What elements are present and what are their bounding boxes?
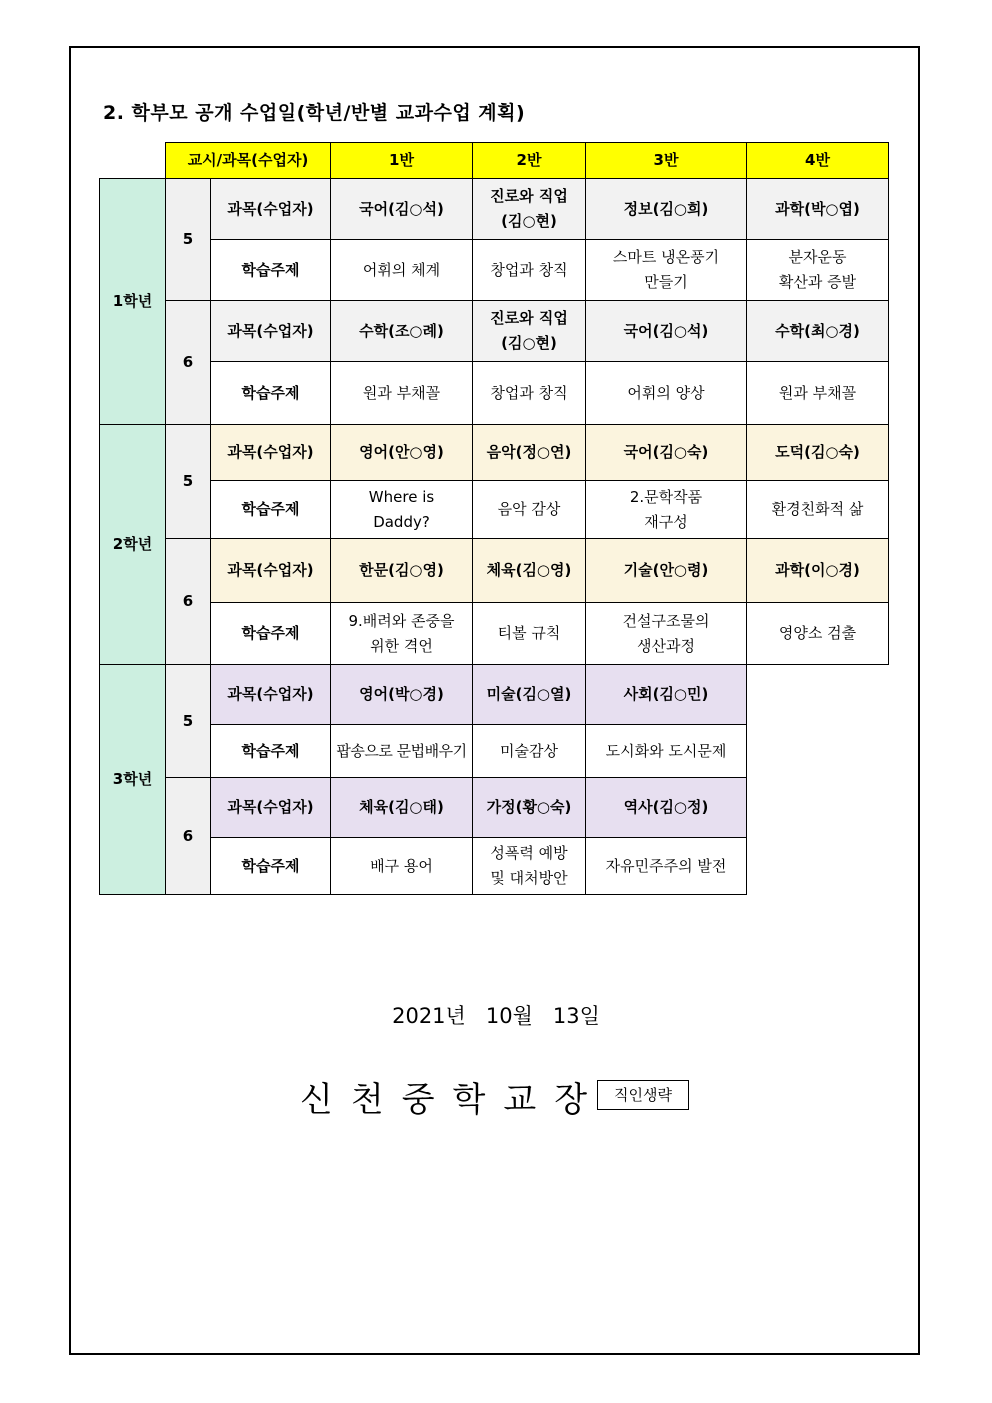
row-label-subject: 과목(수업자) (211, 665, 331, 725)
section-title: 2. 학부모 공개 수업일(학년/반별 교과수업 계획) (103, 102, 526, 124)
learning-topic-cell: 스마트 냉온풍기 만들기 (586, 240, 747, 301)
learning-topic-cell: 창업과 창직 (473, 240, 586, 301)
period-number: 5 (166, 665, 211, 778)
learning-topic-cell: 환경친화적 삶 (747, 481, 889, 539)
subject-row (100, 665, 889, 725)
subject-teacher-cell: 미술(김○열) (473, 665, 586, 725)
topic-row (100, 603, 889, 665)
learning-topic-cell: 도시화와 도시문제 (586, 725, 747, 778)
subject-teacher-cell: 진로와 직업 (김○현) (473, 301, 586, 362)
subject-teacher-cell: 수학(최○경) (747, 301, 889, 362)
subject-teacher-cell: 영어(박○경) (331, 665, 473, 725)
period-number: 5 (166, 179, 211, 301)
header-row (100, 143, 889, 179)
header-corner-label: 교시/과목(수업자) (166, 143, 331, 179)
learning-topic-cell: 어휘의 체계 (331, 240, 473, 301)
learning-topic-cell: 원과 부채꼴 (331, 362, 473, 425)
learning-topic-cell: 음악 감상 (473, 481, 586, 539)
subject-teacher-cell: 과학(이○경) (747, 539, 889, 603)
header-class-2: 2반 (473, 143, 586, 179)
topic-row (100, 362, 889, 425)
row-label-subject: 과목(수업자) (211, 179, 331, 240)
row-label-subject: 과목(수업자) (211, 539, 331, 603)
subject-teacher-cell: 도덕(김○숙) (747, 425, 889, 481)
row-label-subject: 과목(수업자) (211, 425, 331, 481)
subject-row (100, 301, 889, 362)
subject-teacher-cell: 역사(김○정) (586, 778, 747, 838)
subject-teacher-cell: 사회(김○민) (586, 665, 747, 725)
row-label-topic: 학습주제 (211, 240, 331, 301)
row-label-subject: 과목(수업자) (211, 778, 331, 838)
subject-teacher-cell: 국어(김○숙) (586, 425, 747, 481)
learning-topic-cell: 분자운동 확산과 증발 (747, 240, 889, 301)
subject-teacher-cell: 진로와 직업 (김○현) (473, 179, 586, 240)
learning-topic-cell: 배구 용어 (331, 838, 473, 895)
period-number: 6 (166, 539, 211, 665)
subject-teacher-cell: 한문(김○영) (331, 539, 473, 603)
subject-teacher-cell: 기술(안○령) (586, 539, 747, 603)
learning-topic-cell: 자유민주주의 발전 (586, 838, 747, 895)
subject-teacher-cell: 국어(김○석) (586, 301, 747, 362)
period-number: 6 (166, 778, 211, 895)
schedule-table (99, 142, 889, 895)
row-label-topic: 학습주제 (211, 481, 331, 539)
school-principal-name: 신천중학교장 (300, 1080, 606, 1120)
learning-topic-cell: 건설구조물의 생산과정 (586, 603, 747, 665)
learning-topic-cell: 2.문학작품 재구성 (586, 481, 747, 539)
learning-topic-cell: 성폭력 예방 및 대처방안 (473, 838, 586, 895)
learning-topic-cell: 어휘의 양상 (586, 362, 747, 425)
subject-teacher-cell: 과학(박○엽) (747, 179, 889, 240)
blank-corner-cell (100, 143, 166, 179)
row-label-topic: 학습주제 (211, 362, 331, 425)
subject-teacher-cell: 영어(안○영) (331, 425, 473, 481)
period-number: 6 (166, 301, 211, 425)
document-date: 2021년 10월 13일 (392, 1004, 600, 1028)
subject-teacher-cell: 체육(김○영) (473, 539, 586, 603)
learning-topic-cell: 원과 부채꼴 (747, 362, 889, 425)
row-label-topic: 학습주제 (211, 603, 331, 665)
grade-label: 3학년 (100, 665, 166, 895)
subject-teacher-cell: 국어(김○석) (331, 179, 473, 240)
row-label-subject: 과목(수업자) (211, 301, 331, 362)
subject-teacher-cell: 가정(황○숙) (473, 778, 586, 838)
blank-cell (747, 838, 889, 895)
subject-row (100, 778, 889, 838)
subject-teacher-cell: 체육(김○태) (331, 778, 473, 838)
learning-topic-cell: 창업과 창직 (473, 362, 586, 425)
subject-row (100, 425, 889, 481)
topic-row (100, 725, 889, 778)
row-label-topic: 학습주제 (211, 838, 331, 895)
grade-label: 2학년 (100, 425, 166, 665)
subject-row (100, 179, 889, 240)
subject-teacher-cell: 수학(조○례) (331, 301, 473, 362)
blank-cell (747, 665, 889, 725)
learning-topic-cell: 9.배려와 존중을 위한 격언 (331, 603, 473, 665)
learning-topic-cell: 티볼 규칙 (473, 603, 586, 665)
learning-topic-cell: 팝송으로 문법배우기 (331, 725, 473, 778)
subject-teacher-cell: 음악(정○연) (473, 425, 586, 481)
learning-topic-cell: Where is Daddy? (331, 481, 473, 539)
learning-topic-cell: 미술감상 (473, 725, 586, 778)
topic-row (100, 240, 889, 301)
header-class-4: 4반 (747, 143, 889, 179)
header-class-1: 1반 (331, 143, 473, 179)
topic-row (100, 838, 889, 895)
period-number: 5 (166, 425, 211, 539)
topic-row (100, 481, 889, 539)
seal-omitted-box: 직인생략 (597, 1080, 689, 1110)
blank-cell (747, 725, 889, 778)
blank-cell (747, 778, 889, 838)
learning-topic-cell: 영양소 검출 (747, 603, 889, 665)
header-class-3: 3반 (586, 143, 747, 179)
row-label-topic: 학습주제 (211, 725, 331, 778)
grade-label: 1학년 (100, 179, 166, 425)
subject-row (100, 539, 889, 603)
subject-teacher-cell: 정보(김○희) (586, 179, 747, 240)
